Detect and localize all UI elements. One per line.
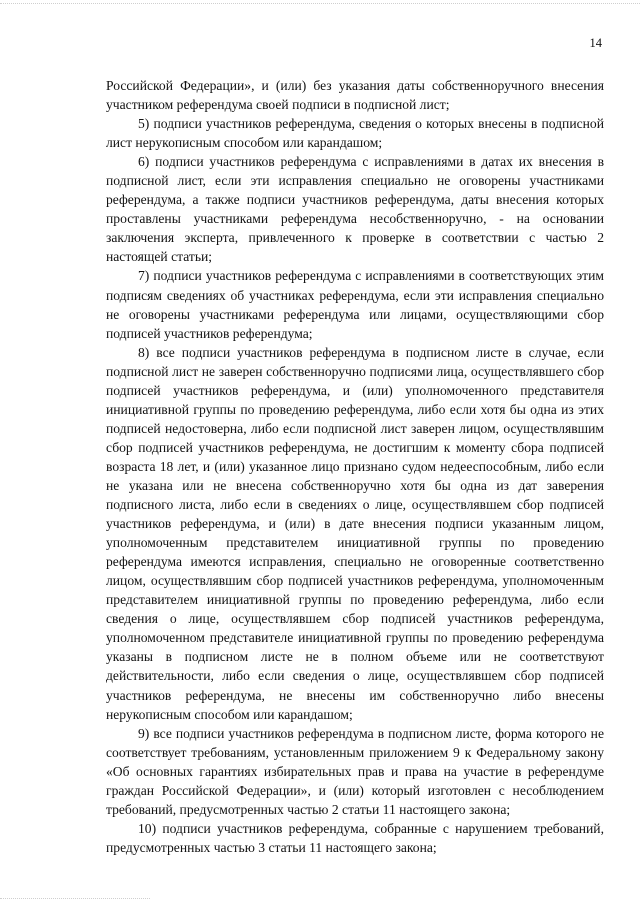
paragraph-item-7: 7) подписи участников референдума с исправлениями в соответствующих этим подписям сведениях об участниках референдума, если эти исправления специально не оговорены участниками референдума или лицами, осуществляющими сбор подписей участников референдума; bbox=[106, 268, 604, 341]
paragraph-item-10: 10) подписи участников референдума, собранные с нарушением требований, предусмотренных частью 3 статьи 11 настоящего закона; bbox=[106, 820, 604, 855]
paragraph-item-6: 6) подписи участников референдума с исправлениями в датах их внесения в подписной лист, если эти исправления специально не оговорены участниками референдума, а также подписи участников референдума, даты внесения которых проставлены участниками референдума несобственноручно, - на основании заключения эксперта, привлеченного к проверке в соответствии с частью 2 настоящей статьи; bbox=[106, 154, 604, 265]
scan-edge-top bbox=[0, 3, 640, 4]
paragraph-item-5: 5) подписи участников референдума, сведения о которых внесены в подписной лист нерукописным способом или карандашом; bbox=[106, 116, 604, 151]
page-number: 14 bbox=[589, 36, 602, 50]
paragraph-item-8: 8) все подписи участников референдума в подписном листе в случае, если подписной лист не заверен собственноручно подписями лица, осуществлявшего сбор подписей участников референдума, и (или) уполномоченного представителя инициативной группы по проведению референдума, либо если хотя бы одна из этих подписей недостоверна, либо если подписной лист заверен лицом, осуществлявшим сбор подписей участников референдума, не достигшим к моменту сбора подписей возраста 18 лет, и (или) указанное лицо признано судом недееспособным, либо если не указана или не внесена собственноручно хотя бы одна из дат заверения подписного листа, либо если в сведениях о лице, осуществлявшем сбор подписей участников референдума, и (или) в дате внесения подписи указанным лицом, уполномоченным представителем инициативной группы по проведению референдума имеются исправления, специально не оговоренные соответственно лицом, осуществлявшим сбор подписей участников референдума, уполномоченным представителем инициативной группы по проведению референдума, либо если сведения о лице, осуществлявшем сбор подписей участников референдума, уполномоченном представителе инициативной группы по проведению референдума указаны в подписном листе не в полном объеме или не соответствуют действительности, либо если сведения о лице, осуществлявшем сбор подписей участников референдума, не внесены им собственноручно либо внесены нерукописным способом или карандашом; bbox=[106, 344, 604, 722]
paragraph-continuation: Российской Федерации», и (или) без указания даты собственноручного внесения участником референдума своей подписи в подписной лист; bbox=[106, 78, 604, 113]
paragraph-item-9: 9) все подписи участников референдума в подписном листе, форма которого не соответствует требованиям, установленным приложением 9 к Федеральному закону «Об основных гарантиях избирательных прав и права на участие в референдуме граждан Российской Федерации», и (или) который изготовлен с несоблюдением требований, предусмотренных частью 2 статьи 11 настоящего закона; bbox=[106, 725, 604, 817]
document-body bbox=[106, 76, 604, 857]
scan-edge-bottom bbox=[0, 898, 150, 899]
